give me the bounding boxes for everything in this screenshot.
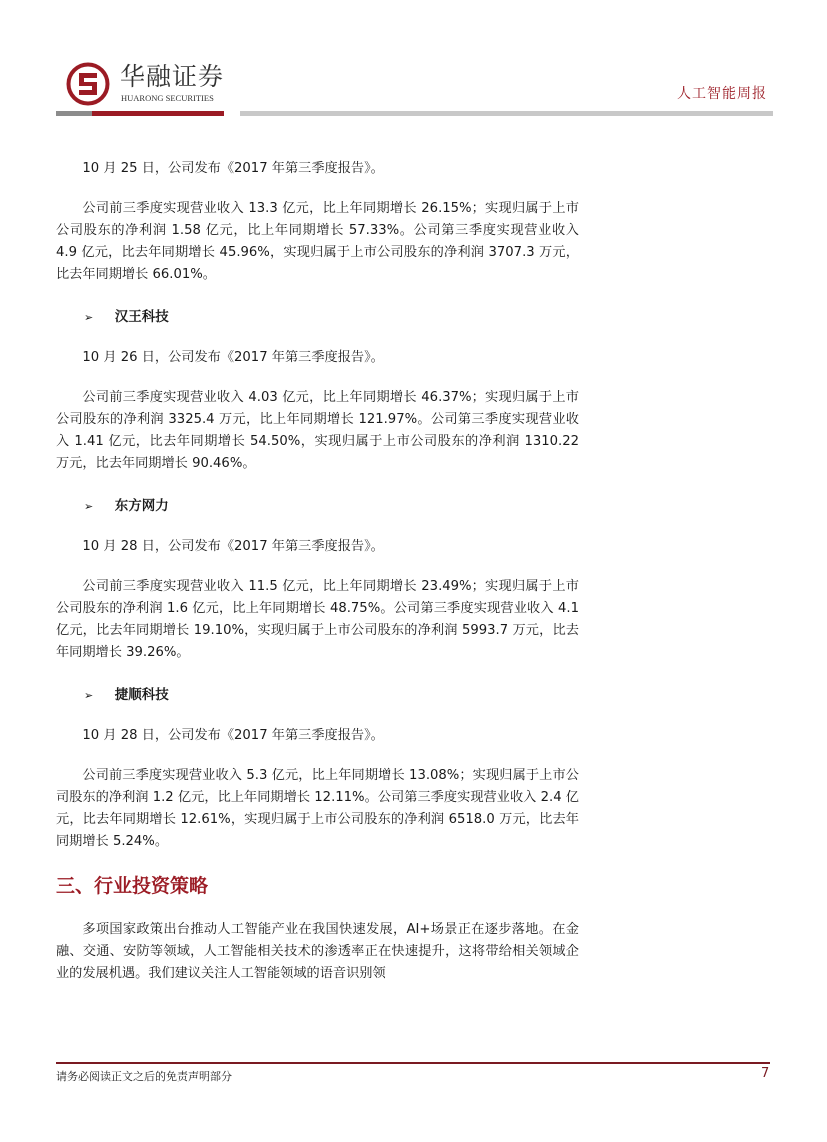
report-title: 人工智能周报: [677, 86, 767, 102]
company-name: 捷顺科技: [114, 687, 169, 703]
arrow-bullet-icon: ➢: [84, 311, 94, 324]
page-number: 7: [761, 1066, 770, 1081]
financial-paragraph: 公司前三季度实现营业收入 5.3 亿元，比上年同期增长 13.08%；实现归属于上市公司股东的净利润 1.2 亿元，比上年同期增长 12.11%。公司第三季度实现营业收入 2.4 亿元，比去年同期增长 12.61%，实现归属于上市公司股东的净利润 6518.0 万元，比去年同期增长 5.24%。: [56, 768, 579, 849]
date-line: 10 月 28 日，公司发布《2017 年第三季度报告》。: [82, 728, 384, 743]
brand-name-cn: 华融证券: [120, 62, 225, 91]
header-bar-red: [92, 111, 224, 116]
company-name: 东方网力: [114, 498, 169, 514]
financial-paragraph: 公司前三季度实现营业收入 11.5 亿元，比上年同期增长 23.49%；实现归属于上市公司股东的净利润 1.6 亿元，比上年同期增长 48.75%。公司第三季度实现营业收入 4.1 亿元，比去年同期增长 19.10%，实现归属于上市公司股东的净利润 5993.7 万元，比去年同期增长 39.26%。: [56, 579, 579, 660]
footer-divider: [56, 1062, 770, 1064]
arrow-bullet-icon: ➢: [84, 500, 94, 513]
arrow-bullet-icon: ➢: [84, 689, 94, 702]
date-line: 10 月 28 日，公司发布《2017 年第三季度报告》。: [82, 539, 384, 554]
header-bar-light-grey: [240, 111, 773, 116]
financial-paragraph: 公司前三季度实现营业收入 4.03 亿元，比上年同期增长 46.37%；实现归属于上市公司股东的净利润 3325.4 万元，比上年同期增长 121.97%。公司第三季度实现营业收入 1.41 亿元，比去年同期增长 54.50%，实现归属于上市公司股东的净利润 1310.22 万元，比去年同期增长 90.46%。: [56, 390, 579, 471]
financial-paragraph: 公司前三季度实现营业收入 13.3 亿元，比上年同期增长 26.15%；实现归属于上市公司股东的净利润 1.58 亿元，比上年同期增长 57.33%。公司第三季度实现营业收入 4.9 亿元，比去年同期增长 45.96%，实现归属于上市公司股东的净利润 3707.3 万元，比去年同期增长 66.01%。: [56, 201, 579, 282]
company-name: 汉王科技: [114, 309, 169, 325]
huarong-logo-icon: [66, 62, 110, 106]
header-bar-grey: [56, 111, 92, 116]
date-line: 10 月 26 日，公司发布《2017 年第三季度报告》。: [82, 350, 384, 365]
date-line: 10 月 25 日，公司发布《2017 年第三季度报告》。: [82, 161, 384, 176]
brand-name-en: HUARONG SECURITIES: [121, 93, 214, 103]
section-heading: 三、行业投资策略: [56, 875, 209, 897]
disclaimer-note: 请务必阅读正文之后的免责声明部分: [56, 1070, 232, 1083]
strategy-paragraph: 多项国家政策出台推动人工智能产业在我国快速发展，AI+场景正在逐步落地。在金融、交通、安防等领域，人工智能相关技术的渗透率正在快速提升，这将带给相关领域企业的发展机遇。我们建议关注人工智能领域的语音识别领: [56, 922, 579, 981]
company-heading: [84, 495, 579, 518]
company-heading: [84, 684, 579, 707]
company-heading: [84, 306, 579, 329]
document-body: [56, 158, 579, 985]
